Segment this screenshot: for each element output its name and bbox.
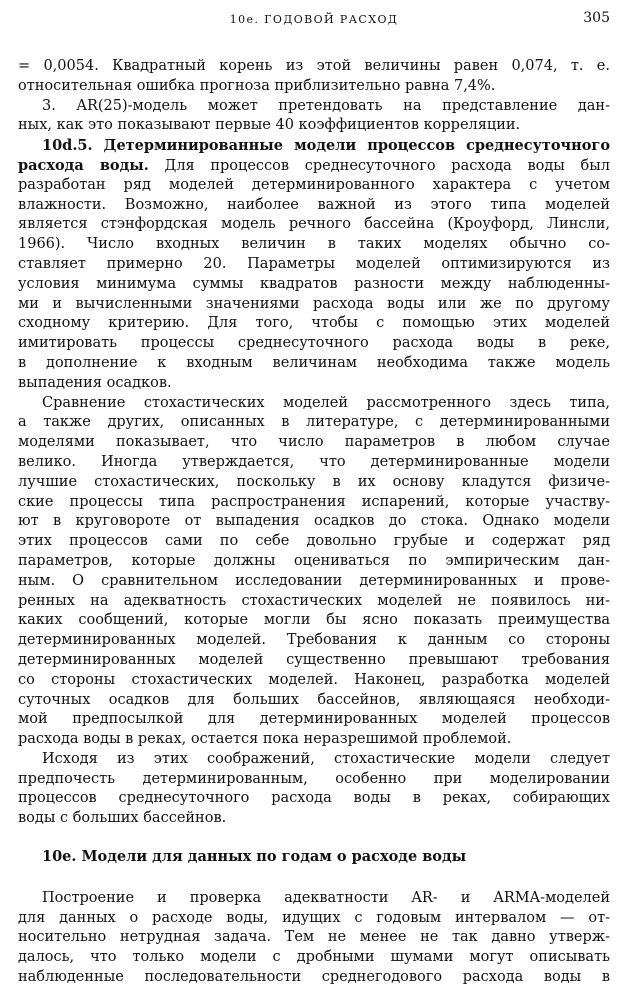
text-line: ские процессы типа распространения испарений, которые участву-	[18, 493, 610, 510]
text-line: далось, что только модели с дробными шумами могут описывать	[18, 949, 610, 966]
text-line: каких сообщений, которые могли бы ясно показать преимущества	[18, 612, 610, 629]
text-line: велико. Иногда утверждается, что детерминированные модели	[18, 453, 610, 470]
text-line: носительно нетрудная задача. Тем не менее не так давно утверж-	[18, 929, 610, 946]
text-line: детерминированных моделей. Требования к данным со стороны	[18, 632, 610, 649]
text-line: а также других, описанных в литературе, с детерминированными	[18, 414, 610, 431]
text-line: ставляет примерно 20. Параметры моделей оптимизируются из	[18, 255, 610, 272]
section-heading-10e: 10е. Модели для данных по годам о расходе воды	[42, 848, 467, 866]
text-line	[18, 156, 610, 176]
page-header	[18, 10, 610, 32]
text-line: Исходя из этих соображений, стохастические модели следует	[42, 750, 610, 767]
text-line: является стэнфордская модель речного бассейна (Кроуфорд, Линсли,	[18, 216, 610, 233]
text-line: Построение и проверка адекватности AR- и ARMA-моделей	[42, 889, 610, 906]
text-line: ных, как это показывают первые 40 коэффициентов корреляции.	[18, 117, 521, 134]
text-line: мой предпосылкой для детерминированных моделей процессов	[18, 711, 610, 728]
text-line: для данных о расходе воды, идущих с годовым интервалом — от-	[18, 909, 610, 926]
text-line: процессов среднесуточного расхода воды в реках, собирающих	[18, 790, 610, 807]
text-line: ми и вычисленными значениями расхода воды или же по другому	[18, 295, 610, 312]
text-line: влажности. Возможно, наиболее важной из этого типа моделей	[18, 196, 610, 213]
text-line: = 0,0054. Квадратный корень из этой величины равен 0,074, т. е.	[18, 58, 610, 74]
text-line: условия минимума суммы квадратов разности между наблюденны-	[18, 275, 610, 292]
text-line: лучшие стохастических, поскольку в их основу кладутся физиче-	[18, 473, 610, 490]
text-line: со стороны стохастических моделей. Наконец, разработка моделей	[18, 671, 610, 688]
text-line: ным. О сравнительном исследовании детерминированных и прове-	[18, 572, 610, 589]
text-line: ренных на адекватность стохастических моделей не появилось ни-	[18, 592, 610, 609]
text-line: разработан ряд моделей детерминированного характера с учетом	[18, 176, 610, 193]
text-line: моделями показывает, что число параметров в любом случае	[18, 434, 610, 451]
text-line: выпадения осадков.	[18, 374, 172, 391]
text-line: наблюденные последовательности среднегодового расхода воды в	[18, 969, 610, 986]
section-title-10d5: 10d.5. Детерминированные модели процессов среднесуточного	[42, 137, 610, 155]
section-title-continuation: расхода воды.	[18, 156, 149, 174]
running-title: 10е. ГОДОВОЙ РАСХОД	[229, 13, 399, 26]
text-line: имитировать процессы среднесуточного расхода воды в реке,	[18, 335, 610, 352]
text-line: предпочесть детерминированным, особенно при моделировании	[18, 770, 610, 787]
text-line: воды с больших бассейнов.	[18, 810, 227, 827]
text-line: относительная ошибка прогноза приблизительно равна 7,4%.	[18, 77, 496, 94]
text-run: Для процессов среднесуточного расхода воды был	[148, 157, 610, 174]
text-line: ют в круговороте от выпадения осадков до стока. Однако модели	[18, 513, 610, 530]
text-line: расхода воды в реках, остается пока неразрешимой проблемой.	[18, 731, 512, 748]
text-line: суточных осадков для больших бассейнов, являющаяся необходи-	[18, 691, 610, 708]
text-line: в дополнение к входным величинам необходима также модель	[18, 354, 610, 371]
text-line: сходному критерию. Для того, чтобы с помощью этих моделей	[18, 315, 610, 332]
text-line: этих процессов сами по себе довольно грубые и содержат ряд	[18, 533, 610, 550]
page-body	[18, 57, 610, 988]
text-line: 3. AR(25)-модель может претендовать на представление дан-	[42, 97, 610, 114]
text-line: детерминированных моделей существенно превышают требования	[18, 651, 610, 668]
page-number: 305	[583, 10, 610, 26]
text-line: Сравнение стохастических моделей рассмотренного здесь типа,	[42, 394, 610, 411]
text-line: 1966). Число входных величин в таких моделях обычно со-	[18, 236, 610, 253]
text-line: параметров, которые должны оцениваться по эмпирическим дан-	[18, 552, 610, 569]
